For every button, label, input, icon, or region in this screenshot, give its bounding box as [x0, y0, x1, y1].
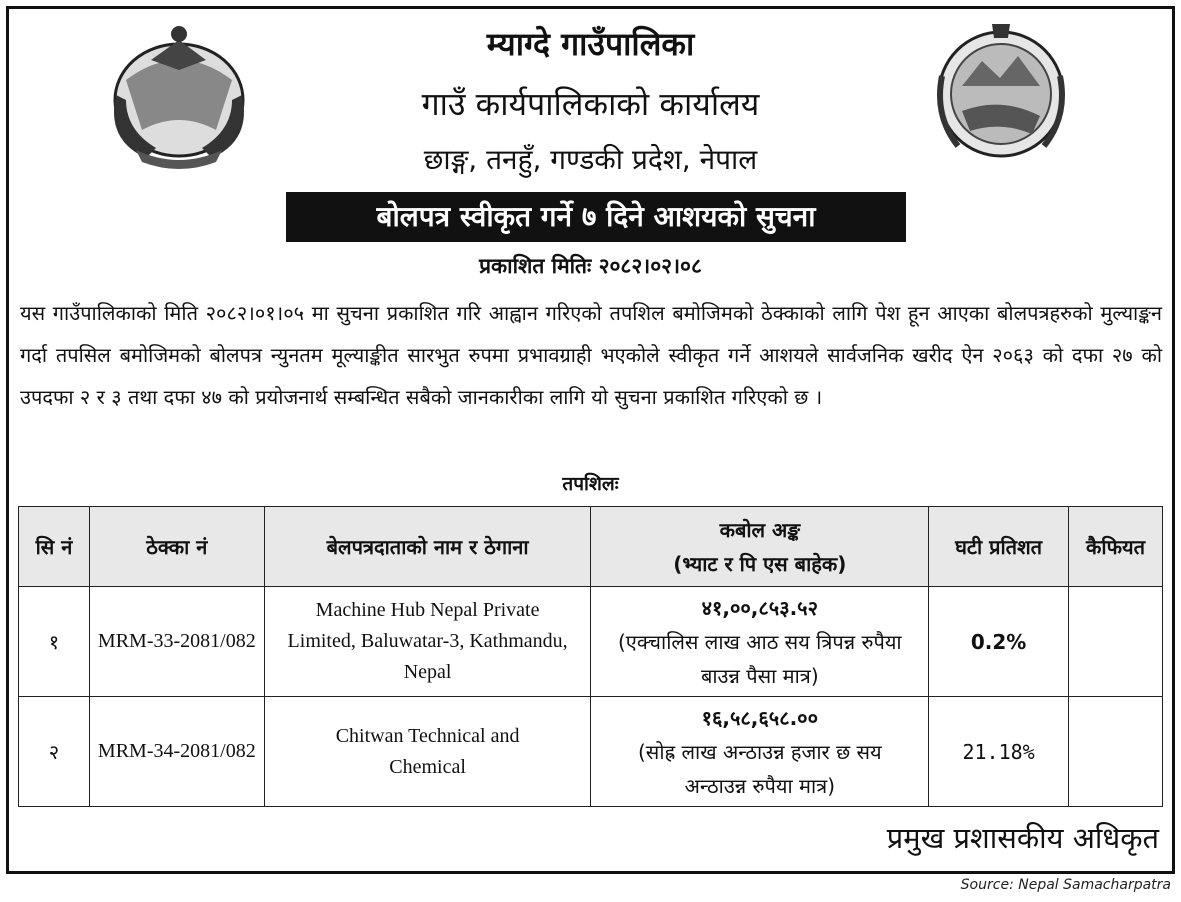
row-discount: 21.18% — [929, 697, 1069, 807]
header-amount-line2: (भ्याट र पि एस बाहेक) — [673, 551, 847, 576]
header-contract-no: ठेक्का नं — [89, 507, 264, 587]
source-credit: Source: Nepal Samacharpatra — [960, 877, 1171, 893]
row-amount — [591, 587, 929, 697]
table-row — [19, 587, 1163, 697]
row-sn: २ — [19, 697, 90, 807]
row-amount — [591, 697, 929, 807]
header-remarks: कैफियत — [1069, 507, 1163, 587]
office-subtitle: गाउँ कार्यपालिकाको कार्यालय — [421, 85, 760, 123]
office-name: म्याग्दे गाउँपालिका — [486, 25, 695, 63]
row-amount-words: (एक्चालिस लाख आठ सय त्रिपन्न रुपैया बाउन्न पैसा मात्र) — [617, 629, 902, 688]
header-amount-line1: कबोल अङ्क — [719, 517, 801, 542]
notice-title: बोलपत्र स्वीकृत गर्ने ७ दिने आशयको सुचना — [286, 192, 906, 242]
row-bidder: Machine Hub Nepal Private Limited, Baluwatar-3, Kathmandu, Nepal — [264, 587, 591, 697]
row-remarks — [1069, 587, 1163, 697]
row-remarks — [1069, 697, 1163, 807]
row-contract-no: MRM-34-2081/082 — [89, 697, 264, 807]
header-bidder: बेलपत्रदाताको नाम र ठेगाना — [264, 507, 591, 587]
notice-body: यस गाउँपालिकाको मिति २०८२।०१।०५ मा सुचना प्रकाशित गरि आह्वान गरिएको तपशिल बमोजिमको ठेक्काको लागि पेश हून आएका बोलपत्रहरुको मुल्याङ्कन गर्दा तपसिल बमोजिमको बोलपत्र न्युनतम मूल्याङ्कीत सारभुत रुपमा प्रभावग्राही भएकोले स्वीकृत गर्ने आशयले सार्वजनिक खरीद ऐन २०६३ को दफा २७ को उपदफा २ र ३ तथा दफा ४७ को प्रयोजनार्थ सम्बन्धित सबैको जानकारीका लागि यो सुचना प्रकाशित गरिएको छ । — [20, 301, 1162, 409]
table-header-row — [19, 507, 1163, 587]
table-row — [19, 697, 1163, 807]
signatory-title: प्रमुख प्रशासकीय अधिकृत — [886, 821, 1159, 855]
row-amount-number: १६,५८,६५८.०० — [701, 705, 818, 730]
row-amount-words: (सोह्र लाख अन्ठाउन्न हजार छ सय अन्ठाउन्न रुपैया मात्र) — [638, 739, 882, 798]
row-bidder: Chitwan Technical and Chemical — [264, 697, 591, 807]
header-sn: सि नं — [19, 507, 90, 587]
table-caption: तपशिलः — [562, 473, 619, 495]
published-date: प्रकाशित मितिः २०८२।०२।०८ — [479, 254, 702, 278]
header-discount: घटी प्रतिशत — [929, 507, 1069, 587]
row-contract-no: MRM-33-2081/082 — [89, 587, 264, 697]
row-discount: 0.2% — [929, 587, 1069, 697]
row-amount-number: ४१,००,८५३.५२ — [701, 595, 818, 620]
bid-table — [18, 506, 1163, 807]
office-address: छाङ्ग, तनहुँ, गण्डकी प्रदेश, नेपाल — [423, 143, 758, 176]
header-amount — [591, 507, 929, 587]
row-sn: १ — [19, 587, 90, 697]
